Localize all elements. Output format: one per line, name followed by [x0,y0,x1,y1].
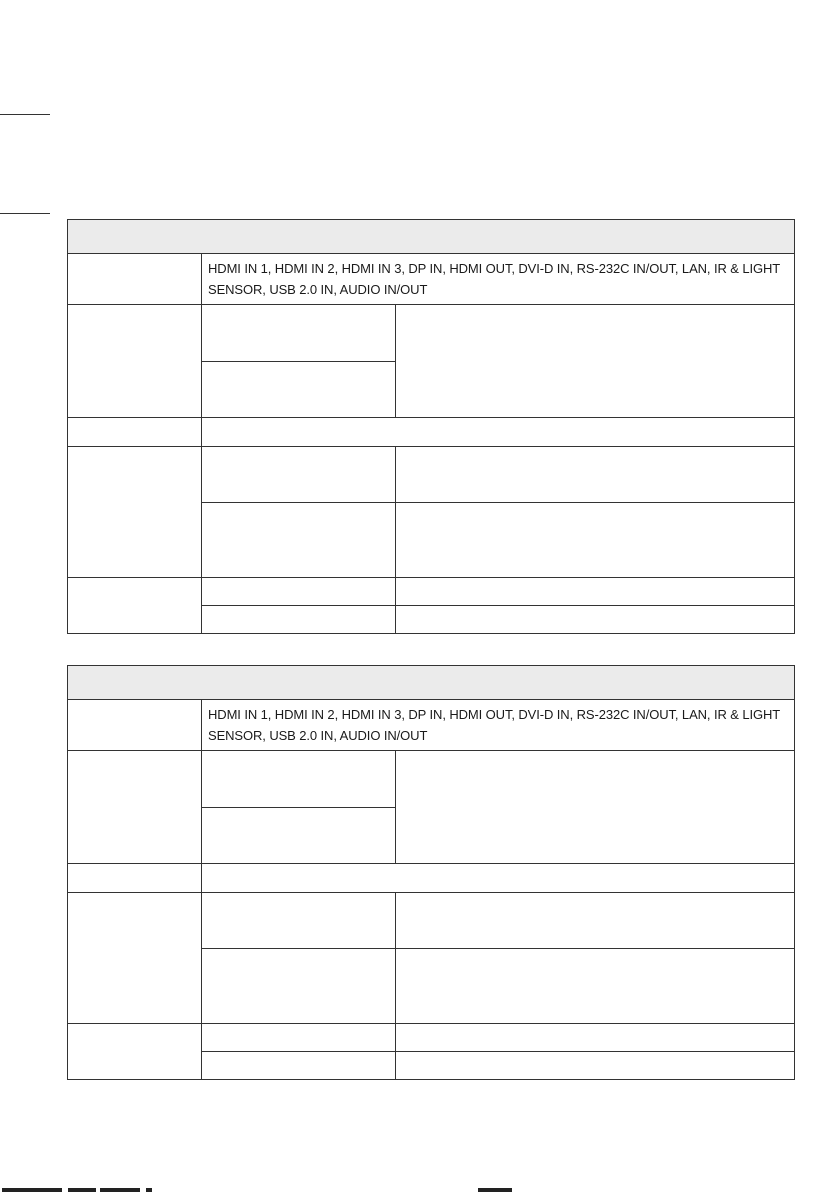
row-label-cell [68,305,202,418]
value-cell [396,949,795,1024]
ports-value-cell: HDMI IN 1, HDMI IN 2, HDMI IN 3, DP IN, HDMI OUT, DVI-D IN, RS-232C IN/OUT, LAN, IR & LIGHT SENSOR, USB 2.0 IN, AUDIO IN/OUT [202,700,795,751]
value-cell [202,418,795,447]
table-row [68,254,795,305]
row-label-cell [68,418,202,447]
sub-label-cell [202,606,396,634]
row-label-cell [68,1024,202,1080]
clipped-footer-text [0,1186,840,1192]
sub-label-cell [202,949,396,1024]
value-cell [396,751,795,864]
table-row [68,864,795,893]
sub-label-cell [202,751,396,808]
sub-label-cell [202,808,396,864]
table-row [68,418,795,447]
table-row [68,1024,795,1052]
sub-label-cell [202,1052,396,1080]
row-label-cell [68,864,202,893]
value-cell [396,503,795,578]
table-header-cell [68,666,795,700]
table-row [68,578,795,606]
table-header-row [68,666,795,700]
row-label-cell [68,578,202,634]
value-cell [396,1024,795,1052]
row-label-cell [68,893,202,1024]
value-cell [202,864,795,893]
margin-rule-bottom [0,213,50,214]
table-row [68,700,795,751]
value-cell [396,893,795,949]
row-label-cell [68,751,202,864]
value-cell [396,447,795,503]
table-row [68,751,795,808]
table-header-row [68,220,795,254]
margin-rule-top [0,114,50,115]
spec-table-2 [67,665,795,1080]
value-cell [396,305,795,418]
sub-label-cell [202,1024,396,1052]
sub-label-cell [202,893,396,949]
value-cell [396,578,795,606]
row-label-cell [68,447,202,578]
sub-label-cell [202,447,396,503]
table-row [68,305,795,362]
sub-label-cell [202,362,396,418]
row-label-cell [68,254,202,305]
value-cell [396,606,795,634]
table-row [68,893,795,949]
spec-table-1 [67,219,795,634]
row-label-cell [68,700,202,751]
value-cell [396,1052,795,1080]
sub-label-cell [202,305,396,362]
table-row [68,447,795,503]
table-header-cell [68,220,795,254]
ports-value-cell: HDMI IN 1, HDMI IN 2, HDMI IN 3, DP IN, HDMI OUT, DVI-D IN, RS-232C IN/OUT, LAN, IR & LIGHT SENSOR, USB 2.0 IN, AUDIO IN/OUT [202,254,795,305]
sub-label-cell [202,503,396,578]
sub-label-cell [202,578,396,606]
